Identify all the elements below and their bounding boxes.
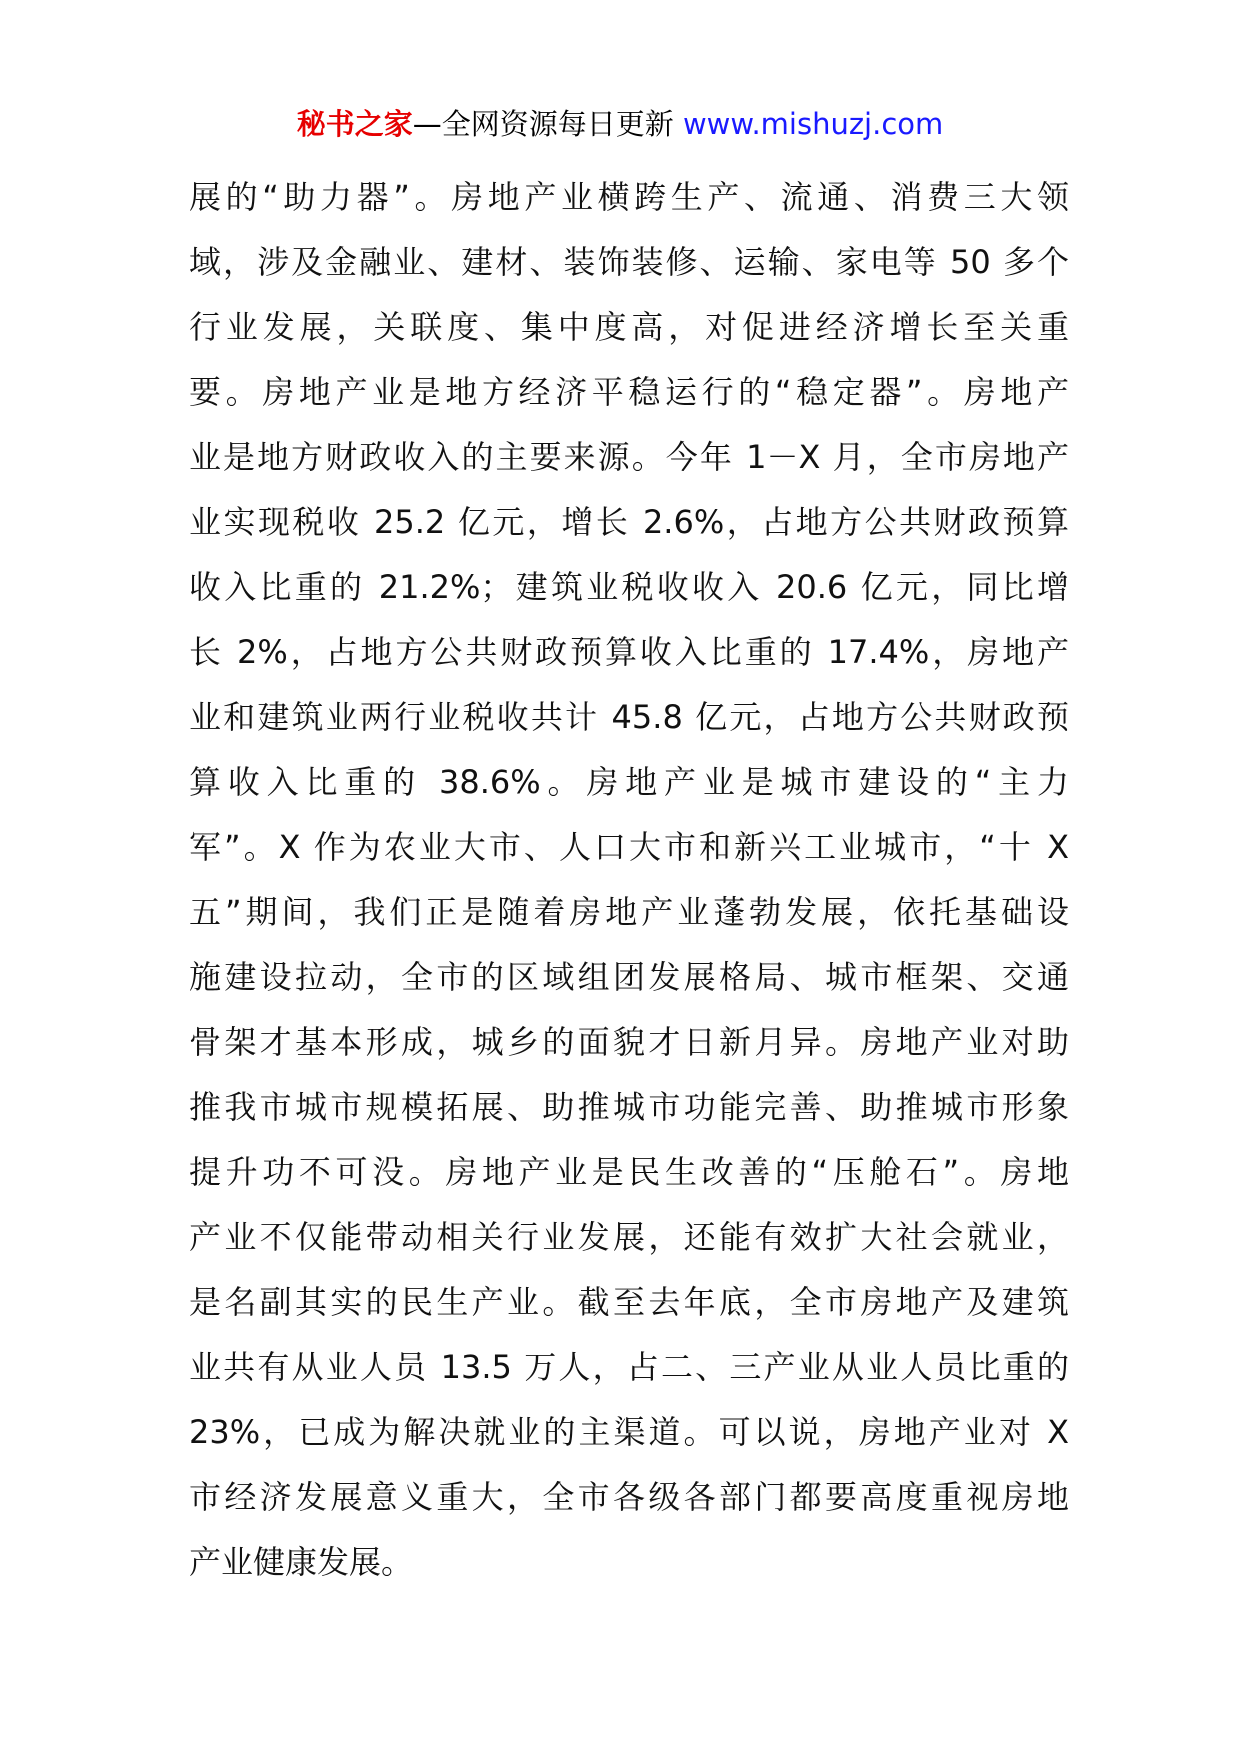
text-line: 算收入比重的 38.6%。房地产业是城市建设的“主力 <box>189 763 1069 801</box>
text-line: 施建设拉动，全市的区域组团发展格局、城市框架、交通 <box>189 958 1069 996</box>
text-line: 是名副其实的民生产业。截至去年底，全市房地产及建筑 <box>189 1283 1069 1321</box>
text-line: 行业发展，关联度、集中度高，对促进经济增长至关重 <box>189 308 1069 346</box>
text-line: 业和建筑业两行业税收共计 45.8 亿元，占地方公共财政预 <box>189 698 1069 736</box>
text-line: 产业不仅能带动相关行业发展，还能有效扩大社会就业， <box>189 1218 1069 1256</box>
text-line: 业共有从业人员 13.5 万人，占二、三产业从业人员比重的 <box>189 1348 1069 1386</box>
text-line: 收入比重的 21.2%；建筑业税收收入 20.6 亿元，同比增 <box>189 568 1069 606</box>
site-url-link[interactable]: www.mishuzj.com <box>682 107 944 141</box>
text-line: 提升功不可没。房地产业是民生改善的“压舱石”。房地 <box>189 1153 1069 1191</box>
text-line-last: 产业健康发展。 <box>189 1543 414 1581</box>
header-tagline: —全网资源每日更新 <box>412 107 674 141</box>
text-line: 23%，已成为解决就业的主渠道。可以说，房地产业对 X <box>189 1413 1069 1451</box>
text-line: 军”。X 作为农业大市、人口大市和新兴工业城市，“十 X <box>189 828 1069 866</box>
text-line: 域，涉及金融业、建材、装饰装修、运输、家电等 50 多个 <box>189 243 1069 281</box>
text-line: 骨架才基本形成，城乡的面貌才日新月异。房地产业对助 <box>189 1023 1069 1061</box>
page-header <box>0 104 1240 144</box>
brand-name: 秘书之家 <box>296 107 413 141</box>
text-line: 推我市城市规模拓展、助推城市功能完善、助推城市形象 <box>189 1088 1069 1126</box>
text-line: 业是地方财政收入的主要来源。今年 1－X 月，全市房地产 <box>189 438 1069 476</box>
text-line: 五”期间，我们正是随着房地产业蓬勃发展，依托基础设 <box>189 893 1069 931</box>
text-line: 市经济发展意义重大，全市各级各部门都要高度重视房地 <box>189 1478 1069 1516</box>
body-text <box>189 165 1069 1595</box>
text-line: 要。房地产业是地方经济平稳运行的“稳定器”。房地产 <box>189 373 1069 411</box>
text-line: 长 2%，占地方公共财政预算收入比重的 17.4%，房地产 <box>189 633 1069 671</box>
text-line: 业实现税收 25.2 亿元，增长 2.6%，占地方公共财政预算 <box>189 503 1069 541</box>
text-line: 展的“助力器”。房地产业横跨生产、流通、消费三大领 <box>189 178 1069 216</box>
